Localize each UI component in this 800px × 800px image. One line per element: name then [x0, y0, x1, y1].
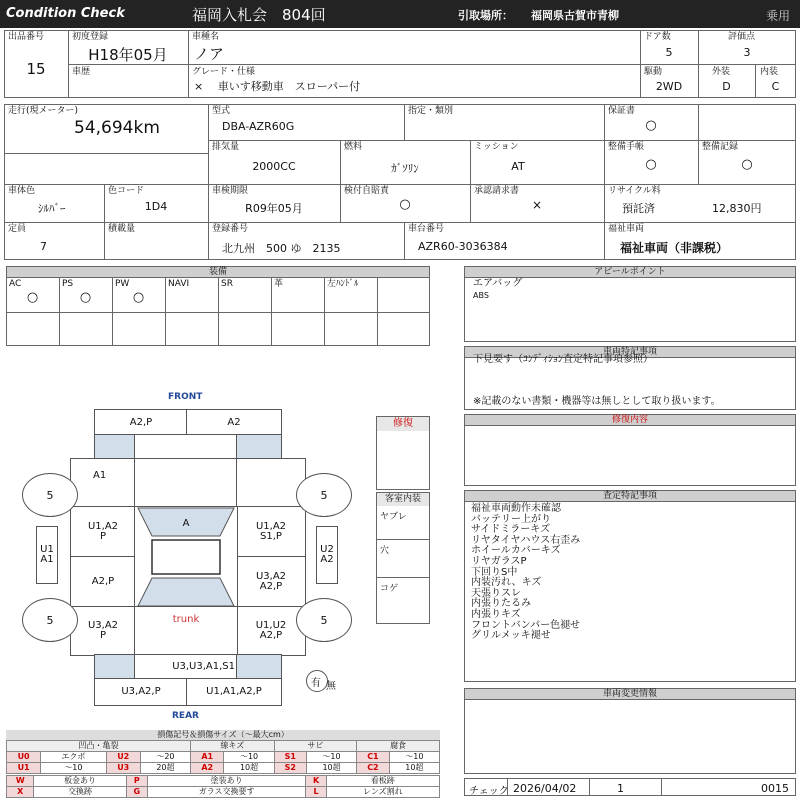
- special-box: [464, 346, 796, 410]
- drive-label: 駆動: [644, 67, 663, 77]
- legend-cell: 20超: [140, 763, 190, 774]
- exterior: D: [722, 80, 731, 93]
- legend-cell: エクボ: [41, 752, 106, 763]
- panel-quarter-right: U1,U2 A2,P: [236, 606, 306, 656]
- legend-cell: K: [306, 776, 326, 787]
- panel-trunk: trunk: [134, 606, 238, 656]
- recycle-fee: 12,830円: [712, 202, 762, 215]
- model-name-label: 車種名: [192, 32, 220, 42]
- legend-cell: C2: [357, 763, 390, 774]
- assess-line: 内張りキズ: [471, 609, 521, 620]
- mission-label: ミッション: [474, 142, 519, 152]
- panel-headlamp-left: [94, 434, 136, 460]
- spare-tire: [296, 664, 340, 698]
- fuel-label: 燃料: [344, 142, 363, 152]
- first-reg: H18年05月: [88, 46, 168, 64]
- panel-rear-bumper-right: U1,A1,A2,P: [186, 678, 282, 706]
- legend-group-2: 線キズ: [191, 741, 275, 752]
- panel-rear-center: U3,U3,A1,S1: [134, 654, 238, 680]
- welfare: 福祉車両（非課税）: [620, 241, 729, 255]
- panel-fender-right: [236, 458, 306, 508]
- panel-taillamp-left: [94, 654, 136, 680]
- appeal-box: [464, 266, 796, 342]
- fuel: ｶﾞｿﾘﾝ: [391, 162, 419, 175]
- legend-cell: 交換跡: [34, 787, 126, 798]
- capacity: 7: [40, 240, 47, 253]
- change-title: 車両変更情報: [465, 689, 795, 700]
- first-reg-label: 初度登録: [72, 32, 109, 42]
- color-code: 1D4: [144, 200, 168, 213]
- legend-group-3: サビ: [274, 741, 356, 752]
- history-label: 車歴: [72, 67, 91, 77]
- panel-rear-bumper-left: U3,A2,P: [94, 678, 188, 706]
- equipment-header-2: PW: [115, 279, 130, 289]
- rear-label: REAR: [172, 711, 199, 721]
- interior-damage-box: [376, 492, 430, 624]
- inspection: R09年05月: [245, 202, 303, 215]
- shufuku-title: 修復: [377, 417, 429, 431]
- legend-cell: S1: [274, 752, 306, 763]
- side-mirror-left: U1 A1: [36, 526, 58, 584]
- legend-cell: 〜20: [140, 752, 190, 763]
- legend-cell: P: [126, 776, 147, 787]
- equipment-header-3: NAVI: [168, 279, 190, 289]
- score-label: 評価点: [728, 32, 756, 42]
- appeal-line-1: エアバッグ: [473, 278, 523, 289]
- legend-cell: 10超: [389, 763, 439, 774]
- model-code: DBA-AZR60G: [222, 120, 295, 133]
- special-note: ※記載のない書類・機器等は無しとして取り扱います。: [473, 396, 721, 407]
- header-bar: [0, 0, 800, 28]
- legend-cell: ガラス交換要す: [147, 787, 306, 798]
- legend-cell: X: [7, 787, 34, 798]
- warranty-label: 保証書: [608, 106, 636, 116]
- tire-rear-right: 5: [296, 598, 352, 642]
- category: 乗用: [766, 9, 791, 23]
- panel-taillamp-right: [236, 654, 282, 680]
- insurance: ○: [399, 197, 411, 212]
- assess-line: リヤタイヤハウス右歪み: [471, 534, 581, 546]
- load-label: 積載量: [108, 224, 136, 234]
- score: 3: [743, 46, 751, 59]
- legend-cell: U1: [7, 763, 41, 774]
- assess-line: バッテリー上がり: [471, 513, 551, 525]
- pickup-place: 福岡県古賀市青柳: [531, 9, 619, 22]
- assess-title: 査定特記事項: [465, 491, 795, 502]
- recycle-label: リサイクル料: [608, 186, 661, 196]
- panel-headlamp-right: [236, 434, 282, 460]
- legend-cell: 10超: [224, 763, 274, 774]
- doors: 5: [665, 46, 673, 59]
- legend-cell: 10超: [306, 763, 356, 774]
- inspection-label: 車検期限: [212, 186, 249, 196]
- legend-cell: U0: [7, 752, 41, 763]
- chassis-label: 車台番号: [408, 224, 445, 234]
- check-bar: [464, 778, 796, 796]
- check-num: 1: [617, 782, 624, 795]
- exterior-label: 外装: [712, 67, 731, 77]
- legend-cell: 〜10: [389, 752, 439, 763]
- header-auction: 福岡入札会 804回: [192, 6, 326, 24]
- tire-rear-left: 5: [22, 598, 78, 642]
- legend-title: 損傷記号＆損傷サイズ（〜最大cm）: [6, 730, 440, 740]
- doors-label: ドア数: [644, 32, 671, 42]
- tire-front-left: 5: [22, 473, 78, 517]
- legend-table: [6, 740, 440, 774]
- special-title: 車両特記事項: [465, 347, 795, 358]
- panel-rear-door-left: A2,P: [70, 556, 136, 608]
- legend-cell: 看板跡: [326, 776, 439, 787]
- lot-no: 15: [26, 60, 46, 78]
- legend-cell: S2: [274, 763, 306, 774]
- repair-box: [464, 414, 796, 486]
- grade: × 車いす移動車 スローパー付: [194, 80, 361, 93]
- legend-table-2: [6, 775, 440, 798]
- legend-cell: C1: [357, 752, 390, 763]
- roof-label: A: [182, 518, 190, 529]
- model-name: ノア: [194, 45, 225, 63]
- equipment-value-2: ○: [132, 290, 145, 305]
- maint-book-label: 整備手帳: [608, 142, 645, 152]
- equipment-header-1: PS: [62, 279, 74, 289]
- legend-cell: 〜10: [224, 752, 274, 763]
- color: ｼﾙﾊﾞｰ: [38, 202, 66, 215]
- panel-front-left: A2,P: [94, 409, 188, 436]
- equipment-header-5: 革: [274, 279, 284, 289]
- check-label: チェック: [469, 786, 509, 797]
- check-date: 2026/04/02: [513, 782, 577, 795]
- panel-rear-door-right: U3,A2 A2,P: [236, 556, 306, 608]
- approval: ×: [531, 198, 543, 212]
- equipment-header-4: SR: [221, 279, 233, 289]
- legend-cell: レンズ割れ: [326, 787, 439, 798]
- color-label: 車体色: [8, 186, 36, 196]
- insurance-label: 検付自賠責: [344, 186, 390, 196]
- recycle-status: 預託済: [622, 202, 655, 215]
- header-brand: Condition Check: [6, 6, 125, 21]
- interior-label: 内装: [760, 67, 779, 77]
- appeal-title: アピールポイント: [465, 267, 795, 278]
- interior-burn: コゲ: [380, 584, 399, 594]
- welfare-label: 福祉車両: [608, 224, 645, 234]
- assess-line: 内装汚れ、キズ: [471, 577, 542, 589]
- legend-group-1: 凹凸・亀裂: [7, 741, 191, 752]
- designation-label: 指定・類別: [408, 106, 454, 116]
- legend-group-4: 腐食: [357, 741, 440, 752]
- interior: C: [771, 80, 780, 93]
- legend-cell: 〜10: [41, 763, 106, 774]
- legend-cell: G: [126, 787, 147, 798]
- legend-cell: U3: [106, 763, 140, 774]
- maint-record-label: 整備記録: [702, 142, 739, 152]
- equipment-header-0: AC: [9, 279, 22, 289]
- approval-label: 承認請求書: [474, 186, 520, 196]
- drive: 2WD: [655, 80, 683, 93]
- pickup-label: 引取場所：: [458, 9, 513, 22]
- displacement: 2000CC: [252, 160, 296, 173]
- model-code-label: 型式: [212, 106, 231, 116]
- change-box: [464, 688, 796, 774]
- interior-title: 客室内装: [377, 493, 429, 506]
- spare-no: 無: [326, 681, 336, 692]
- legend-cell: 板金あり: [34, 776, 126, 787]
- check-code: 0015: [761, 782, 789, 795]
- mileage-label: 走行(現メーター): [8, 106, 79, 116]
- assess-line: 福祉車両動作未確認: [471, 503, 561, 514]
- mission: AT: [511, 160, 525, 173]
- repair-title: 修復内容: [465, 415, 795, 426]
- assess-line: 下回りS中: [471, 566, 518, 578]
- appeal-line-2: ABS: [473, 291, 489, 300]
- shufuku-box: [376, 416, 430, 490]
- maint-record: ○: [741, 157, 753, 172]
- assess-line: グリルメッキ褪せ: [471, 630, 551, 642]
- legend-cell: L: [306, 787, 326, 798]
- panel-fender-left: A1: [70, 458, 136, 508]
- chassis: AZR60-3036384: [418, 240, 508, 253]
- interior-tear: ヤブレ: [380, 512, 407, 522]
- panel-front-door-left: U1,A2 P: [70, 506, 136, 558]
- equipment-header-6: 左ﾊﾝﾄﾞﾙ: [327, 279, 359, 289]
- panel-front-door-right: U1,A2 S1,P: [236, 506, 306, 558]
- capacity-label: 定員: [8, 224, 27, 234]
- reg-no-label: 登録番号: [212, 224, 249, 234]
- interior-hole: 穴: [380, 546, 390, 556]
- assess-line: リヤガラスP: [471, 556, 527, 567]
- assess-line: サイドミラーキズ: [471, 524, 551, 536]
- legend-cell: 〜10: [306, 752, 356, 763]
- front-label: FRONT: [168, 392, 203, 402]
- grade-label: グレード・仕様: [192, 67, 256, 77]
- tire-front-right: 5: [296, 473, 352, 517]
- special-line: 下見要す（ｺﾝﾃﾞｨｼｮﾝ査定特記事項参照）: [473, 354, 653, 365]
- legend-cell: A2: [191, 763, 224, 774]
- panel-hood: [134, 434, 238, 460]
- reg-no: 北九州 500 ゆ 2135: [222, 242, 341, 255]
- legend-cell: 塗装あり: [147, 776, 306, 787]
- panel-front-right: A2: [186, 409, 282, 436]
- equipment-value-1: ○: [79, 290, 92, 305]
- legend-cell: U2: [106, 752, 140, 763]
- side-mirror-right: U2 A2: [316, 526, 338, 584]
- assess-line: フロントバンパー色褪せ: [471, 619, 581, 631]
- color-code-label: 色コード: [108, 186, 145, 196]
- maint-book: ○: [645, 157, 657, 172]
- mileage: 54,694km: [74, 118, 160, 138]
- assess-line: 内張りたるみ: [471, 598, 531, 610]
- equipment-title: 装備: [7, 267, 429, 278]
- legend-cell: W: [7, 776, 34, 787]
- panel-hood-rear: [134, 458, 238, 508]
- panel-quarter-left: U3,A2 P: [70, 606, 136, 656]
- spare-yes: 有: [311, 678, 321, 689]
- assess-box: [464, 490, 796, 682]
- displacement-label: 排気量: [212, 142, 240, 152]
- warranty: ○: [645, 118, 657, 133]
- legend-cell: A1: [191, 752, 224, 763]
- assess-line: 天張りスレ: [471, 587, 521, 599]
- assess-line: ホイールカバーキズ: [471, 545, 561, 557]
- lot-no-label: 出品番号: [8, 32, 45, 42]
- equipment-value-0: ○: [26, 290, 39, 305]
